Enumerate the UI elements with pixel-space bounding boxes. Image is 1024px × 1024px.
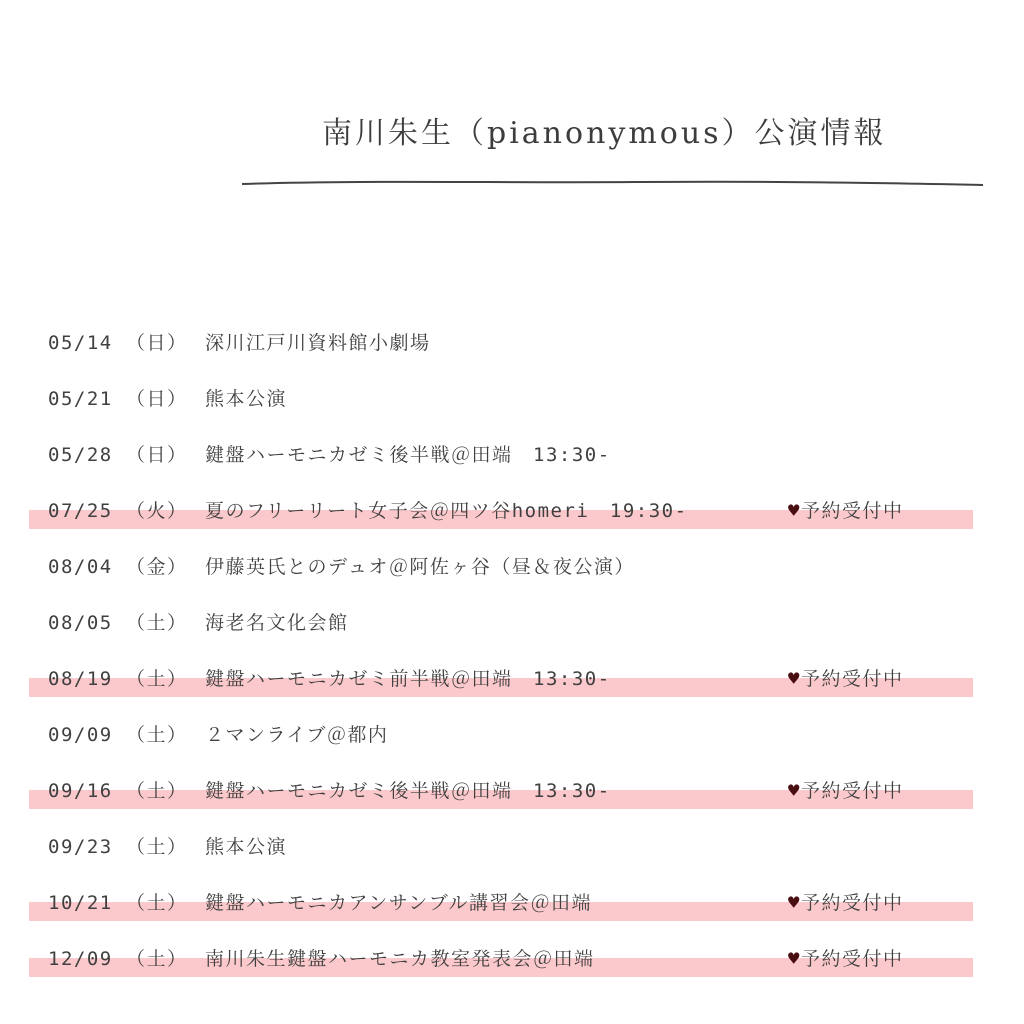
event-date: 05/28 [48,444,113,466]
schedule-row [0,664,1024,694]
event-day: （火） [126,500,188,522]
schedule-row [0,328,1024,358]
event-day: （金） [126,556,188,578]
event-title: 鍵盤ハーモニカゼミ後半戦＠田端 13:30- [205,780,611,802]
event-title: 熊本公演 [205,388,288,410]
event-day: （日） [126,388,188,410]
event-title: 深川江戸川資料館小劇場 [205,332,431,354]
heart-icon: ♥ [788,892,801,914]
event-day: （日） [126,332,188,354]
event-date: 10/21 [48,892,113,914]
event-day: （土） [126,780,188,802]
reservation-status [788,944,903,974]
heart-icon: ♥ [788,500,801,522]
event-date: 08/19 [48,668,113,690]
schedule-row [0,832,1024,862]
event-day: （土） [126,948,188,970]
event-day: （土） [126,668,188,690]
event-date: 08/05 [48,612,113,634]
event-date: 07/25 [48,500,113,522]
schedule-row [0,496,1024,526]
event-date: 05/14 [48,332,113,354]
event-title: 海老名文化会館 [205,612,349,634]
event-title: ２マンライブ＠都内 [205,724,389,746]
event-date: 09/16 [48,780,113,802]
reservation-status [788,664,903,694]
heart-icon: ♥ [788,668,801,690]
event-day: （日） [126,444,188,466]
reservation-status-label: 予約受付中 [800,948,904,970]
schedule-row [0,608,1024,638]
event-date: 05/21 [48,388,113,410]
event-title: 南川朱生鍵盤ハーモニカ教室発表会＠田端 [205,948,595,970]
heart-icon: ♥ [788,948,801,970]
event-day: （土） [126,612,188,634]
event-day: （土） [126,892,188,914]
event-date: 08/04 [48,556,113,578]
reservation-status-label: 予約受付中 [800,780,904,802]
reservation-status [788,496,903,526]
schedule-row [0,720,1024,750]
event-title: 伊藤英氏とのデュオ＠阿佐ヶ谷（昼＆夜公演） [205,556,635,578]
page-title: 南川朱生（pianonymous）公演情報 [322,116,887,151]
event-title: 夏のフリーリート女子会＠四ツ谷homeri 19:30- [205,500,688,522]
heart-icon: ♥ [788,780,801,802]
event-day: （土） [126,836,188,858]
event-title: 熊本公演 [205,836,288,858]
event-title: 鍵盤ハーモニカゼミ前半戦＠田端 13:30- [205,668,611,690]
event-date: 12/09 [48,948,113,970]
reservation-status-label: 予約受付中 [800,892,904,914]
event-title: 鍵盤ハーモニカゼミ後半戦＠田端 13:30- [205,444,611,466]
event-date: 09/09 [48,724,113,746]
schedule-row [0,776,1024,806]
event-title: 鍵盤ハーモニカアンサンブル講習会＠田端 [205,892,593,914]
schedule-row [0,440,1024,470]
reservation-status [788,888,903,918]
schedule-row [0,384,1024,414]
reservation-status-label: 予約受付中 [800,500,904,522]
reservation-status-label: 予約受付中 [800,668,904,690]
schedule-row [0,888,1024,918]
event-day: （土） [126,724,188,746]
schedule-row [0,944,1024,974]
reservation-status [788,776,903,806]
event-date: 09/23 [48,836,113,858]
schedule-row [0,552,1024,582]
